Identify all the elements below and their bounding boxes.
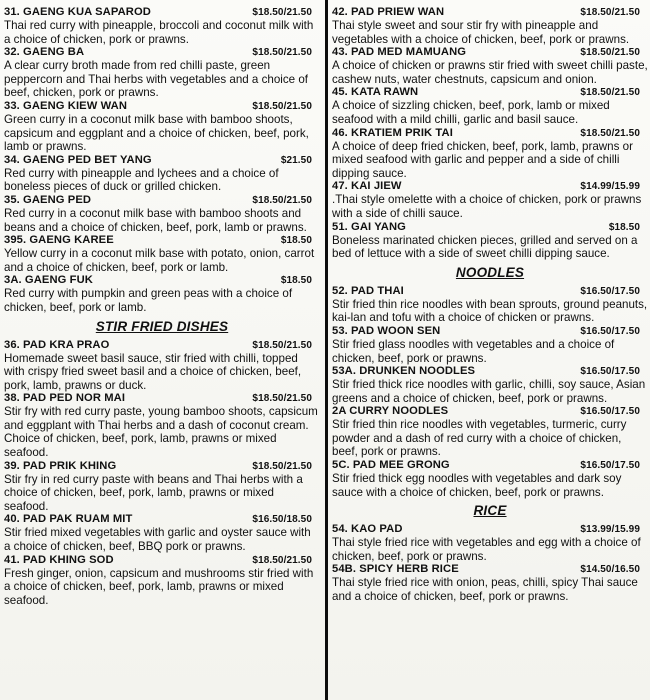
item-name: 43. PAD MED MAMUANG: [332, 46, 467, 59]
section-heading-stir-fried: STIR FRIED DISHES: [95, 318, 229, 334]
item-name: 5C. PAD MEE GRONG: [332, 459, 450, 472]
item-name: 39. PAD PRIK KHING: [4, 459, 117, 472]
item-description: Fresh ginger, onion, capsicum and mushrooms stir fried with a choice of chicken, beef, pork, lamb, prawns or mixed seafood.: [4, 566, 314, 607]
item-price: $16.50/17.50: [580, 285, 640, 297]
menu-item-33: [4, 100, 320, 154]
item-description: Stir fry with red curry paste, young bamboo shoots, capsicum and eggplant with Thai herbs and a dash of coconut cream. Choice of chicken, beef, pork, lamb, prawns or mixed seafood.: [4, 405, 318, 460]
item-name: 3A. GAENG FUK: [4, 274, 93, 287]
menu-item-32: [4, 46, 320, 100]
menu-item-46: [332, 127, 648, 181]
section-heading-rice: RICE: [473, 503, 507, 519]
item-name: 2A CURRY NOODLES: [332, 405, 449, 418]
item-name: 41. PAD KHING SOD: [4, 553, 114, 566]
item-description: Red curry in a coconut milk base with bamboo shoots and beans and a choice of chicken, beef, pork, lamb or prawns.: [4, 206, 307, 234]
item-price: $18.50/21.50: [252, 47, 312, 59]
item-name: 38. PAD PED NOR MAI: [4, 392, 126, 405]
menu-item-54b: [332, 563, 648, 603]
item-price: $18.50/21.50: [580, 87, 640, 99]
menu-item-395: [4, 234, 320, 274]
item-description: Homemade sweet basil sauce, stir fried with chilli, topped with crispy fried sweet basil and a choice of chicken, beef, pork, lamb, prawns or duck.: [4, 351, 302, 392]
menu-item-52: [332, 285, 648, 325]
item-description: A choice of chicken or prawns stir fried with sweet chilli paste, cashew nuts, water chestnuts, capsicum and onion.: [332, 59, 648, 86]
item-description: A clear curry broth made from red chilli paste, green peppercorn and Thai herbs with vegetables and a choice of beef, chicken, pork or prawns.: [4, 59, 309, 100]
item-price: $14.99/15.99: [580, 181, 640, 193]
item-price: $18.50/21.50: [252, 339, 312, 351]
item-name: 51. GAI YANG: [332, 220, 406, 233]
menu-item-36: [4, 339, 320, 393]
menu-item-40: [4, 513, 320, 553]
menu-item-34: [4, 154, 320, 194]
item-description: A choice of sizzling chicken, beef, pork, lamb or mixed seafood with a mild chilli, garlic and basil sauce.: [332, 99, 610, 126]
item-description: Boneless marinated chicken pieces, grilled and served on a bed of lettuce with a side of sweet chilli dipping sauce.: [332, 233, 638, 261]
item-description: Green curry in a coconut milk base with bamboo shoots, capsicum and eggplant and a choice of chicken, beef, pork, lamb or prawns.: [4, 112, 309, 154]
item-description: Stir fried thin rice noodles with bean sprouts, ground peanuts, kai-lan and tofu with a choice of chicken or prawns.: [332, 297, 648, 325]
item-price: $16.50/17.50: [580, 325, 640, 337]
item-description: Stir fried thick egg noodles with vegetables and dark soy sauce with a choice of chicken, beef, pork or prawns.: [332, 472, 622, 499]
item-price: $18.50/21.50: [580, 7, 640, 18]
item-name: 395. GAENG KAREE: [4, 234, 114, 247]
menu-item-43: [332, 46, 648, 86]
item-price: $18.50/21.50: [252, 554, 312, 566]
item-price: $16.50/17.50: [580, 366, 640, 378]
item-price: $18.50: [280, 275, 312, 287]
item-name: 46. KRATIEM PRIK TAI: [332, 126, 453, 139]
item-price: $18.50: [280, 235, 312, 247]
item-price: $18.50: [608, 221, 640, 233]
item-name: 54. KAO PAD: [332, 523, 403, 536]
item-description: .Thai style omelette with a choice of chicken, pork or prawns with a side of chilli sauce.: [332, 193, 642, 220]
item-description: Red curry with pineapple and lychees and a choice of boneless pieces of duck or grilled chicken.: [4, 166, 279, 194]
item-name: 40. PAD PAK RUAM MIT: [4, 513, 133, 526]
item-description: Stir fried thin rice noodles with vegetables, turmeric, curry powder and a dash of red curry with a choice of chicken, beef, pork or prawns.: [332, 418, 627, 459]
menu-item-38: [4, 392, 320, 459]
item-description: A choice of deep fried chicken, beef, pork, lamb, prawns or mixed seafood with garlic and pepper and a side of chilli dipping sauce.: [332, 139, 633, 180]
menu-item-39: [4, 460, 320, 514]
item-price: $16.50/18.50: [252, 514, 312, 526]
item-name: 33. GAENG KIEW WAN: [4, 99, 128, 112]
item-price: $18.50/21.50: [580, 47, 640, 59]
item-name: 45. KATA RAWN: [332, 86, 419, 99]
item-name: 32. GAENG BA: [4, 46, 85, 59]
item-price: $21.50: [280, 154, 312, 166]
item-description: Yellow curry in a coconut milk base with potato, onion, carrot and a choice of chicken, beef, pork or lamb.: [4, 247, 315, 274]
item-description: Stir fried thick rice noodles with garlic, chilli, soy sauce, Asian greens and a choice of chicken, beef, pork or prawns.: [332, 378, 646, 405]
item-description: Thai red curry with pineapple, broccoli and coconut milk with a choice of chicken, pork or prawns.: [4, 19, 314, 46]
menu-item-47: [332, 180, 648, 220]
menu-item-5c: [332, 459, 648, 499]
item-price: $18.50/21.50: [252, 194, 312, 206]
item-name: 34. GAENG PED BET YANG: [4, 153, 152, 166]
menu-item-3a: [4, 274, 320, 314]
item-price: $18.50/21.50: [252, 393, 312, 405]
menu-item-41: [4, 554, 320, 608]
menu-item-54: [332, 523, 648, 563]
menu-item-2a: [332, 405, 648, 459]
section-heading-noodles: NOODLES: [455, 264, 525, 280]
menu-item-51: [332, 221, 648, 261]
item-name: 47. KAI JIEW: [332, 180, 402, 193]
item-price: $13.99/15.99: [580, 524, 640, 536]
item-name: 42. PAD PRIEW WAN: [332, 6, 445, 18]
item-price: $18.50/21.50: [252, 460, 312, 472]
menu-item-31: [4, 6, 320, 46]
item-description: Stir fried glass noodles with vegetables and a choice of chicken, beef, pork or prawns.: [332, 337, 615, 365]
menu-item-42: [332, 6, 648, 46]
menu-item-35: [4, 194, 320, 234]
left-column: [4, 6, 320, 607]
item-name: 52. PAD THAI: [332, 284, 404, 297]
item-price: $18.50/21.50: [580, 127, 640, 139]
item-name: 54B. SPICY HERB RICE: [332, 563, 459, 576]
item-name: 31. GAENG KUA SAPAROD: [4, 6, 151, 18]
item-price: $18.50/21.50: [252, 7, 312, 18]
right-column: [332, 6, 648, 604]
item-name: 35. GAENG PED: [4, 193, 92, 206]
item-price: $14.50/16.50: [580, 564, 640, 576]
item-description: Thai style sweet and sour stir fry with pineapple and vegetables with a choice of chicken, beef, pork or prawns.: [332, 19, 630, 46]
item-price: $18.50/21.50: [252, 100, 312, 112]
menu-item-53: [332, 325, 648, 365]
item-description: Thai style fried rice with onion, peas, chilli, spicy Thai sauce and a choice of chicken, beef, pork or prawns.: [332, 576, 638, 604]
item-description: Stir fried mixed vegetables with garlic and oyster sauce with a choice of chicken, beef, BBQ pork or prawns.: [4, 526, 311, 554]
item-name: 36. PAD KRA PRAO: [4, 338, 110, 351]
menu-item-53a: [332, 365, 648, 405]
menu-item-45: [332, 86, 648, 126]
item-price: $16.50/17.50: [580, 406, 640, 418]
item-description: Stir fry in red curry paste with beans and Thai herbs with a choice of chicken, beef, pork, lamb, prawns or mixed seafood.: [4, 472, 303, 513]
item-name: 53A. DRUNKEN NOODLES: [332, 365, 476, 378]
item-price: $16.50/17.50: [580, 460, 640, 472]
item-description: Red curry with pumpkin and green peas with a choice of chicken, beef, pork or lamb.: [4, 287, 293, 314]
column-divider: [325, 0, 328, 700]
item-name: 53. PAD WOON SEN: [332, 324, 441, 337]
item-description: Thai style fried rice with vegetables and egg with a choice of chicken, beef, pork or prawns.: [332, 536, 641, 563]
